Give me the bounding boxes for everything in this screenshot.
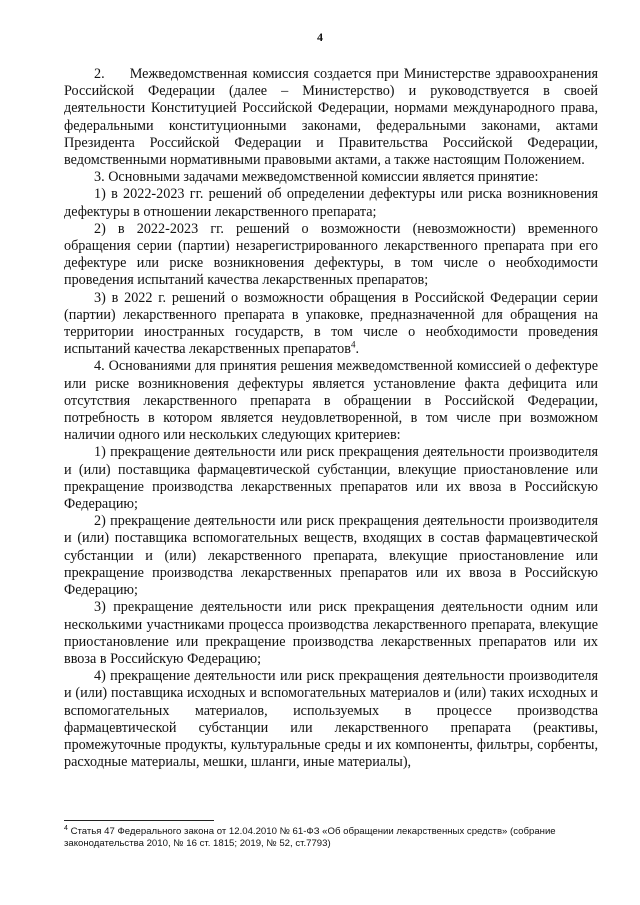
paragraph-task-3-end: . (355, 341, 360, 358)
paragraph-task-3-text: 3) в 2022 г. решений о возможности обращения в Российской Федерации серии (партии) лекарственного препарата в упаковке, предназначенной для обращения на территории иностранных государств, в том числе о необходимости проведения испытаний качества лекарственных препаратов (64, 289, 598, 358)
paragraph-criterion-2: 2) прекращение деятельности или риск прекращения деятельности производителя и (или) поставщика вспомогательных веществ, входящих в состав фармацевтической субстанции и (или) лекарственного препарата, влекущие приостановление или прекращение производства лекарственных препаратов или их ввоза в Российскую Федерацию; (64, 513, 598, 599)
paragraph-task-3 (64, 290, 598, 359)
page-number: 4 (317, 30, 323, 44)
footnote-text: Статья 47 Федерального закона от 12.04.2010 № 61-ФЗ «Об обращении лекарственных средств» (собрание законодательства 2010, № 16 ст. 1815; 2019, № 52, ст.7793) (64, 826, 556, 850)
footnote-marker: 4 (64, 824, 68, 832)
paragraph-criterion-1: 1) прекращение деятельности или риск прекращения деятельности производителя и (или) поставщика фармацевтической субстанции, влекущие приостановление или прекращение производства лекарственных препаратов или их ввоза в Российскую Федерацию; (64, 444, 598, 513)
paragraph-commission-creation: 2. Межведомственная комиссия создается при Министерстве здравоохранения Российской Федерации (далее – Министерство) и руководствуется в своей деятельности Конституцией Российской Федерации, нормами международного права, федеральными конституционными законами, федеральными законами, актами Президента Российской Федерации и Правительства Российской Федерации, ведомственными нормативными правовыми актами, а также настоящим Положением. (64, 66, 598, 169)
footnote (64, 826, 598, 851)
paragraph-criterion-3: 3) прекращение деятельности или риск прекращения деятельности одним или несколькими участниками процесса производства лекарственного препарата, влекущие приостановление или прекращение производства лекарственных препаратов или их ввоза в Российскую Федерацию; (64, 599, 598, 667)
paragraph-tasks-intro: 3. Основными задачами межведомственной комиссии является принятие: (94, 169, 539, 186)
paragraph-task-2: 2) в 2022-2023 гг. решений о возможности (невозможности) временного обращения серии (партии) незарегистрированного лекарственного препарата при его дефектуре или риске возникновения дефектуры, в том числе о необходимости проведения испытаний качества лекарственных препаратов; (64, 220, 598, 289)
paragraph-criterion-4: 4) прекращение деятельности или риск прекращения деятельности производителя и (или) поставщика исходных и вспомогательных материалов и (или) таких исходных и вспомогательных материалов, используемых в процессе производства фармацевтической субстанции или лекарственного препарата (реактивы, промежуточные продукты, культуральные среды и их компоненты, фильтры, сорбенты, расходные материалы, мешки, шланги, иные материалы), (64, 668, 598, 771)
document-body (64, 66, 598, 771)
paragraph-task-1: 1) в 2022-2023 гг. решений об определении дефектуры или риска возникновения дефектуры в отношении лекарственного препарата; (64, 186, 598, 220)
footnote-separator (64, 820, 214, 821)
paragraph-grounds: 4. Основаниями для принятия решения межведомственной комиссией о дефектуре или риске возникновения дефектуры является установление факта дефицита или отсутствия лекарственного препарата в обращении в Российской Федерации, потребность в котором является неудовлетворенной, в том числе при возможном наличии одного или нескольких следующих критериев: (64, 358, 598, 444)
footnote-reference: 4 (350, 339, 356, 350)
